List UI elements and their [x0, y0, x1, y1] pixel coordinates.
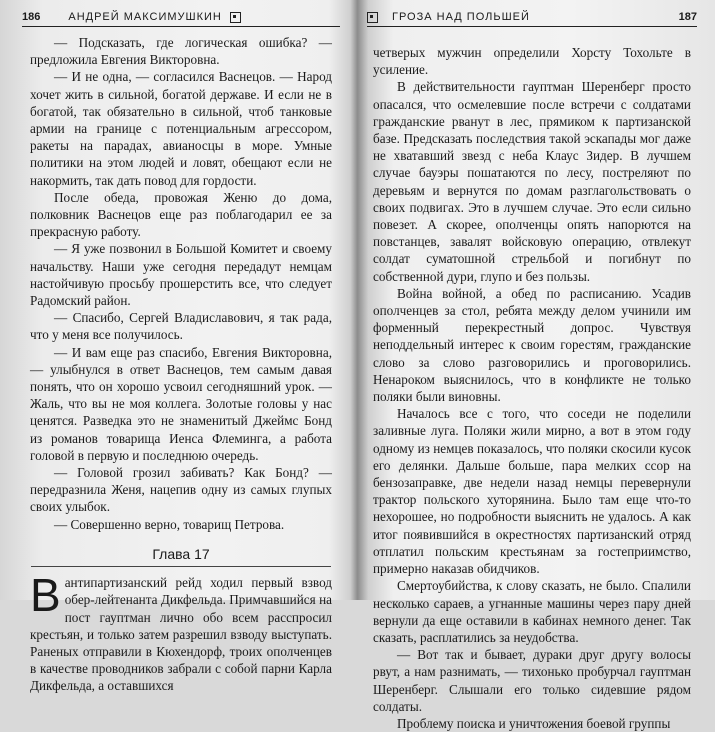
chapter-heading: Глава 17	[30, 546, 332, 567]
paragraph: Смертоубийства, к слову сказать, не было. Спалили несколько сараев, а угнанные машины через пару дней вернули да еще оставили в кабинах немного денег. Так сказать, расплатились за неудобства.	[373, 578, 691, 645]
right-page-number: 187	[678, 11, 697, 23]
paragraph: — Я уже позвонил в Большой Комитет и своему начальству. Наши уже сегодня передадут немцам настойчивую просьбу прошерстить все, что следует Радомский район.	[30, 241, 332, 309]
publisher-mark-icon	[230, 12, 241, 23]
paragraph: — Спасибо, Сергей Владиславович, я так рада, что у меня все получилось.	[30, 310, 332, 343]
paragraph: — И не одна, — согласился Васнецов. — Народ хочет жить в сильной, богатой державе. И если не в богатой, так обязательно в сильной, чтоб танковые армии на границе с потенциальным агрессором, ракеты на парадах, авианосцы в море. Умные политики на этом людей и ловят, обещают если не накормить, так дать повод для гордости.	[30, 69, 332, 188]
right-page	[357, 0, 715, 731]
chapter-opening-paragraph	[30, 569, 332, 694]
paragraph: — Совершенно верно, товарищ Петрова.	[54, 516, 285, 532]
paragraph: Война войной, а обед по расписанию. Усадив ополченцев за стол, ребята между делом учинили им форменный перекрестный допрос. Чувствуя неподдельный интерес к своим горестям, гражданские слово за слово разговорились и проговорились. Ненароком выяснилось, что в конфликте не только поляки были виновны.	[373, 285, 691, 405]
paragraph: — Вот так и бывает, дураки друг другу волосы рвут, а нам разнимать, — тихонько пробурчал гауптман Шеренберг. Слышали его только сидевшие рядом солдаты.	[373, 647, 691, 714]
right-page-header	[367, 8, 697, 27]
left-page	[0, 0, 357, 694]
paragraph: После обеда, провожая Женю до дома, полковник Васнецов еще раз поблагодарил ее за прекрасную работу.	[30, 189, 332, 240]
publisher-mark-icon	[367, 12, 378, 23]
left-running-head: АНДРЕЙ МАКСИМУШКИН	[68, 11, 222, 23]
continuation-paragraph: четверых мужчин определили Хорсту Тохольте в усиление.	[373, 45, 691, 78]
paragraph: Началось все с того, что соседи не поделили заливные луга. Поляки жили мирно, а вот в этом году одному из немцев показалось, что поляки скосили кусок его делянки. Дальше больше, пара мелких ссор на бензозаправке, две недели назад немцы перевернули трактор польского хуторянина. Было там еще что-то нехорошее, но подробности выяснить не удалось. А как итог появившийся в окрестностях партизанский отряд отплатил польским крестьянам за гостеприимство, примерно наказав обидчиков.	[373, 406, 691, 577]
chapter-paragraph-text: антипартизанский рейд ходил первый взвод обер-лейтенанта Дикфельда. Примчавшийся на пост гауптман лично обо всем расспросил крестьян, и только затем разрешил взводу выступать. Раненых отправили в Кюхендорф, троих ополченцев в качестве проводников забрали с собой парни Карла Дикфельда, а оставшихся	[30, 575, 332, 694]
paragraph: В действительности гауптман Шеренберг просто опасался, что осмелевшие после встречи с солдатами гражданские рванут в лес, прямиком к партизанской базе. Предсказать последствия такой эскапады мог даже не хватавший звезд с неба Клаус Зидер. В лучшем случае бауэры пошатаются по лесу, постреляют по деревьям и вернутся по домам разглагольствовать о своих подвигах. Это в лучшем случае. Это если сильно повезет. А скорее, ополченцы опять напорются на повстанцев, завалят войсковую операцию, отвлекут солдат суматошной стрельбой и погибнут по собственной дури, глупо и без пользы.	[373, 79, 691, 284]
left-page-text	[30, 34, 332, 695]
right-page-text	[373, 44, 691, 732]
right-running-head: ГРОЗА НАД ПОЛЬШЕЙ	[392, 11, 530, 23]
left-page-number: 186	[22, 11, 41, 23]
left-page-header	[22, 8, 340, 27]
paragraph: — И вам еще раз спасибо, Евгения Викторовна, — улыбнулся в ответ Васнецов, тем самым давая понять, что он хорошо усвоил сегодняшний урок. — Жаль, что вы не моя коллега. Золотые головы у нас ценятся. Разведка это не знаменитый Джеймс Бонд из романов товарища Иенса Флеминга, а работа головой в первую и последнюю очередь.	[30, 344, 332, 463]
paragraph: — Подсказать, где логическая ошибка? — предложила Евгения Викторовна.	[30, 35, 332, 68]
paragraph: Проблему поиска и уничтожения боевой группы	[397, 715, 671, 731]
drop-cap: В	[30, 569, 61, 622]
paragraph: — Головой грозил забивать? Как Бонд? — передразнила Женя, нацепив одну из самых глупых своих улыбок.	[30, 465, 332, 515]
